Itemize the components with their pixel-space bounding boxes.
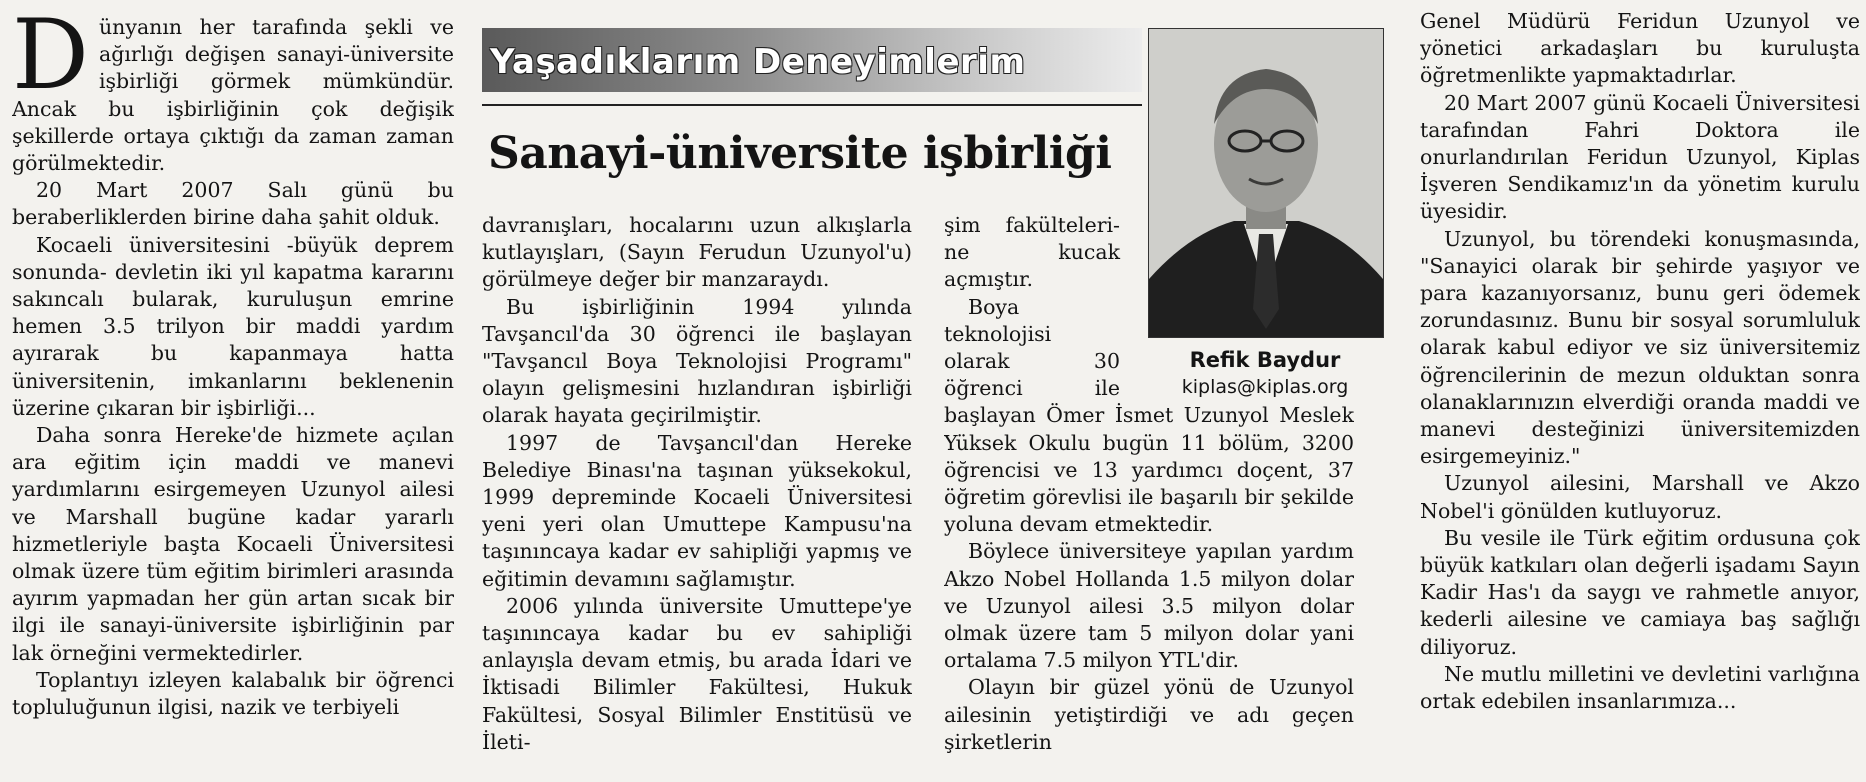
author-photo (1148, 28, 1384, 338)
article-column-4 (1420, 8, 1860, 778)
paragraph: 20 Mart 2007 günü Kocaeli Üniversitesi tarafından Fahri Doktora ile onurlandırılan Feridun Uzunyol, Kiplas İşveren Sendikamız'ın da yönetim kurulu üyesidir. (1420, 90, 1860, 224)
drop-cap: D (12, 14, 89, 111)
article-column-1 (12, 14, 454, 779)
author-name: Refik Baydur (1189, 348, 1341, 372)
article-column-2 (482, 212, 912, 779)
paragraph: Uzunyol, bu törendeki konuşmasında, "Sanayici olarak bir şehirde yaşıyor ve para kazanıyorsanız, bunu geri ödemek zorundasınız. Bunu bir sosyal sorumluluk olarak kabul ediyor ve siz üniversitemiz öğrencilerinin de mezun olduktan sonra olanaklarınızın elverdiği oranda maddi ve manevi desteğinizi üniversitemizden esirgemeyiniz." (1420, 226, 1860, 469)
paragraph: Toplantıyı izleyen kalabalık bir öğrenci topluluğunun ilgisi, nazik ve terbiyeli (12, 667, 454, 720)
paragraph: Bu işbirliğinin 1994 yılında Tavşancıl'da 30 öğrenci ile başlayan "Tavşancıl Boya Teknolojisi Programı" olayın gelişmesini hızlandıran işbirliği olarak hayata geçirilmiştir. (482, 294, 912, 428)
paragraph: Daha sonra Hereke'de hizmete açılan ara eğitim için maddi ve manevi yardımlarını esirgemeyen Uzunyol ailesi ve Marshall bugüne kadar yararlı hizmetleriyle başta Kocaeli Üniversitesi olmak üzere tüm eğitim birimleri arasında ayırım yapmadan her gün artan sıcak bir ilgi ile sanayi-üniversite işbirliğinin par lak örneğini vermektedirler. (12, 423, 454, 665)
author-portrait-icon (1149, 29, 1383, 337)
author-email: kiplas@kiplas.org (1181, 376, 1349, 398)
paragraph: 1997 de Tavşancıl'dan Hereke Belediye Binası'na taşınan yüksekokul, 1999 depreminde Kocaeli Üniversitesi yeni yeri olan Umuttepe Kampusu'na taşınıncaya kadar ev sahipliği yapmış ve eğitimin devamını sağlamıştır. (482, 430, 912, 591)
paragraph: Böylece üniversiteye yapılan yardım Akzo Nobel Hollanda 1.5 milyon dolar ve Uzunyol ailesi 3.5 milyon dolar olmak üzere tam 5 milyon dolar yani ortalama 7.5 milyon YTL'dir. (944, 539, 1354, 673)
paragraph: şim fakülteleri-ne kucak açmıştır. (944, 213, 1120, 292)
paragraph: Uzunyol ailesini, Marshall ve Akzo Nobel'i gönülden kutluyoruz. (1420, 471, 1860, 523)
paragraph: Kocaeli üniversitesini -büyük deprem sonunda- devletin iki yıl kapatma kararını sakıncalı bularak, kuruluşun emrine hemen 3.5 trilyon bir maddi yardım ayırarak bu kapanmaya hatta üniversitenin, imkanlarını beklenenin üzerine çıkaran bir işbirliği... (12, 232, 454, 420)
paragraph: Boya teknolojisi olarak 30 öğrenci ile başlayan Ömer İsmet Uzunyol Meslek Yüksek Okulu bugün 11 bölüm, 3200 öğrencisi ve 13 yardımcı doçent, 37 öğretim görevlisi ile başarılı bir şekilde yoluna devam etmektedir. (944, 294, 1354, 537)
paragraph: Olayın bir güzel yönü de Uzunyol ailesinin yetiştirdiği ve adı geçen şirketlerin (944, 675, 1354, 754)
paragraph: ünyanın her tarafında şekli ve ağırlığı değişen sanayi-üniversite işbirliği görmek mümkündür. Ancak bu işbirliğinin çok değişik şekillerde ortaya çıktığı da zaman zaman görülmektedir. (12, 15, 454, 176)
paragraph: 2006 yılında üniversite Umuttepe'ye taşınıncaya kadar bu ev sahipliği anlayışla devam etmiş, bu arada İdari ve İktisadi Bilimler Fakültesi, Hukuk Fakültesi, Sosyal Bilimler Enstitüsü ve İleti- (482, 593, 912, 754)
paragraph: Ne mutlu milletini ve devletini varlığına ortak edebilen insanlarımıza... (1420, 661, 1860, 714)
paragraph: davranışları, hocalarını uzun alkışlarla kutlayışları, (Sayın Ferudun Uzunyol'u) görülmeye değer bir manzaraydı. (482, 213, 912, 292)
paragraph: Bu vesile ile Türk eğitim ordusuna çok büyük katkıları olan değerli işadamı Sayın Kadir Has'ı da saygı ve rahmetle anıyor, kederli ailesine ve camiaya baş sağlığı diliyoruz. (1420, 525, 1860, 659)
article-headline: Sanayi-üniversite işbirliği (488, 128, 1112, 179)
paragraph: 20 Mart 2007 Salı günü bu beraberliklerden birine daha şahit olduk. (12, 178, 454, 230)
paragraph: Genel Müdürü Feridun Uzunyol ve yönetici arkadaşları bu kuruluşta öğretmenlikte yapmaktadırlar. (1420, 9, 1860, 88)
column-kicker: Yaşadıklarım Deneyimlerim (490, 42, 1026, 82)
